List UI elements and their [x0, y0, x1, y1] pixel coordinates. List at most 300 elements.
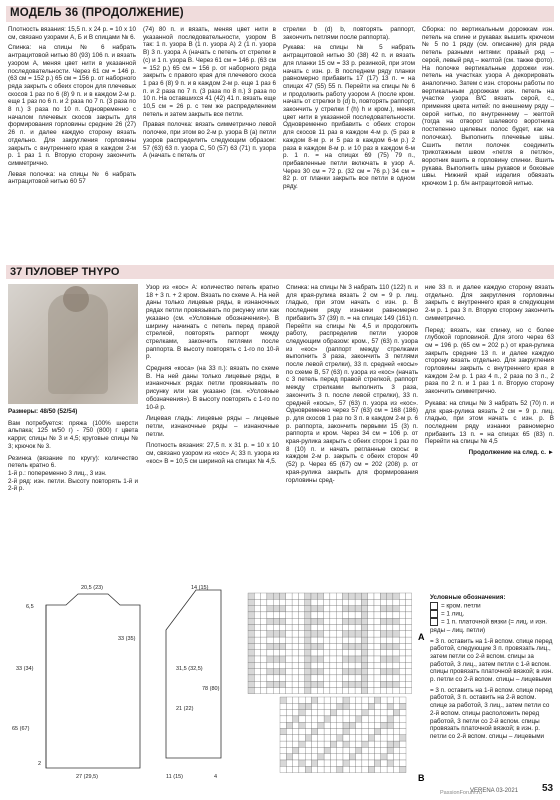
chart-cell — [393, 703, 399, 709]
chart-cell — [349, 760, 355, 766]
chart-cell — [330, 669, 336, 675]
chart-cell — [380, 643, 386, 649]
chart-cell — [311, 631, 317, 637]
chart-cell — [318, 754, 324, 760]
chart-cell — [399, 637, 405, 643]
chart-cell — [349, 729, 355, 735]
chart-cell — [349, 606, 355, 612]
chart-cell — [312, 722, 318, 728]
chart-cell — [299, 735, 305, 741]
chart-cell — [292, 688, 298, 694]
chart-cell — [368, 631, 374, 637]
chart-cell — [368, 722, 374, 728]
chart-cell — [343, 697, 349, 703]
chart-cell — [293, 766, 299, 772]
chart-cell — [387, 747, 393, 753]
chart-cell — [387, 760, 393, 766]
chart-cell — [387, 618, 393, 624]
chart-cell — [349, 593, 355, 599]
chart-cell — [355, 688, 361, 694]
chart-cell — [362, 760, 368, 766]
m37-col-4 — [425, 284, 554, 574]
chart-cell — [261, 625, 267, 631]
page-number: 53 — [542, 783, 554, 794]
chart-cell — [343, 612, 349, 618]
chart-cell — [374, 625, 380, 631]
chart-cell — [356, 766, 362, 772]
chart-cell — [406, 606, 412, 612]
chart-cell — [330, 760, 336, 766]
chart-cell — [324, 643, 330, 649]
chart-cell — [393, 637, 399, 643]
chart-cell — [355, 612, 361, 618]
site-watermark: PassionForum.ru — [440, 790, 482, 796]
chart-cell — [330, 606, 336, 612]
chart-cell — [293, 710, 299, 716]
chart-cell — [361, 650, 367, 656]
chart-cell — [254, 618, 260, 624]
chart-cell — [343, 637, 349, 643]
chart-cell — [368, 741, 374, 747]
chart-cell — [406, 631, 412, 637]
chart-cell — [387, 735, 393, 741]
header-bar — [6, 6, 554, 22]
m37-back-cont: ние 33 п. и далее каждую сторону вязать отдельно. Для закругления горловины закрыть с внутреннего края в следующем 2-м р. 1 раз 3 п. Вторую сторону закончить симметрично. — [425, 284, 554, 322]
chart-cell — [368, 710, 374, 716]
chart-cell — [293, 754, 299, 760]
chart-cell — [324, 612, 330, 618]
chart-cell — [298, 637, 304, 643]
chart-cell — [336, 650, 342, 656]
chart-cell — [273, 650, 279, 656]
chart-cell — [330, 612, 336, 618]
chart-cell — [336, 656, 342, 662]
chart-cell — [406, 681, 412, 687]
chart-cell — [330, 637, 336, 643]
chart-cell — [343, 741, 349, 747]
chart-cell — [393, 631, 399, 637]
chart-cell — [343, 625, 349, 631]
chart-label-b: В — [418, 773, 425, 783]
chart-cell — [286, 593, 292, 599]
chart-cell — [324, 618, 330, 624]
chart-cell — [361, 643, 367, 649]
chart-cell — [286, 656, 292, 662]
chart-cell — [368, 675, 374, 681]
chart-cell — [299, 716, 305, 722]
chart-cell — [362, 697, 368, 703]
chart-cell — [355, 669, 361, 675]
chart-cell — [343, 747, 349, 753]
chart-cell — [387, 593, 393, 599]
chart-cell — [349, 716, 355, 722]
chart-cell — [292, 643, 298, 649]
chart-cell — [298, 662, 304, 668]
chart-cell — [286, 735, 292, 741]
chart-cell — [400, 760, 406, 766]
chart-cell — [286, 675, 292, 681]
chart-cell — [305, 722, 311, 728]
chart-cell — [362, 710, 368, 716]
chart-cell — [399, 643, 405, 649]
chart-cell — [393, 722, 399, 728]
chart-cell — [248, 599, 254, 605]
chart-cell — [261, 618, 267, 624]
chart-cell — [286, 741, 292, 747]
chart-cell — [368, 688, 374, 694]
chart-cell — [305, 703, 311, 709]
dim-h3: 65 (67) — [12, 726, 30, 732]
chart-cell — [375, 760, 381, 766]
chart-cell — [317, 681, 323, 687]
chart-cell — [286, 681, 292, 687]
sleeve-outline — [166, 590, 221, 758]
chart-cell — [387, 741, 393, 747]
chart-cell — [361, 675, 367, 681]
chart-cell — [393, 688, 399, 694]
chart-cell — [380, 593, 386, 599]
chart-cell — [368, 606, 374, 612]
chart-cell — [273, 688, 279, 694]
chart-cell — [399, 631, 405, 637]
chart-cell — [330, 593, 336, 599]
chart-cell — [293, 697, 299, 703]
chart-cell — [375, 754, 381, 760]
chart-cell — [381, 697, 387, 703]
chart-cell — [254, 637, 260, 643]
chart-cell — [292, 681, 298, 687]
m37-density: Плотность вязания: 27,5 п. х 31 р. = 10 х 10 см, связано узором из «кос» А; 33 п. узора из «кос» В = 10,5 см шириной на спицах № 4,5. — [146, 442, 279, 465]
chart-cell — [343, 593, 349, 599]
chart-cell — [380, 656, 386, 662]
chart-cell — [286, 625, 292, 631]
chart-cell — [261, 643, 267, 649]
chart-cell — [293, 760, 299, 766]
chart-cell — [280, 606, 286, 612]
chart-cell — [248, 650, 254, 656]
chart-cell — [374, 599, 380, 605]
chart-cell — [337, 716, 343, 722]
chart-cell — [361, 656, 367, 662]
chart-cell — [305, 625, 311, 631]
chart-cell — [381, 754, 387, 760]
chart-cell — [280, 612, 286, 618]
chart-cell — [406, 662, 412, 668]
chart-cell — [267, 662, 273, 668]
chart-cell — [261, 656, 267, 662]
chart-cell — [324, 754, 330, 760]
chart-cell — [267, 688, 273, 694]
m37-rib-row2: 2-й ряд: изн. петли. Высоту повторять 1-й и 2-й р. — [8, 477, 138, 493]
chart-cell — [261, 675, 267, 681]
chart-cell — [368, 599, 374, 605]
chart-cell — [305, 716, 311, 722]
chart-cell — [312, 703, 318, 709]
chart-cell — [337, 741, 343, 747]
chart-cell — [336, 688, 342, 694]
chart-cell — [286, 669, 292, 675]
chart-cell — [311, 675, 317, 681]
chart-cell — [305, 710, 311, 716]
chart-cell — [305, 618, 311, 624]
chart-cell — [330, 703, 336, 709]
chart-cell — [305, 741, 311, 747]
knit-stitch-icon — [430, 610, 438, 618]
chart-cell — [254, 650, 260, 656]
chart-cell — [261, 662, 267, 668]
chart-cell — [305, 747, 311, 753]
chart-cell — [337, 747, 343, 753]
legend-edge: = кром. петли — [441, 602, 481, 610]
chart-cell — [387, 754, 393, 760]
chart-cell — [361, 662, 367, 668]
chart-cell — [330, 735, 336, 741]
chart-cell — [286, 703, 292, 709]
m37-rib-row1: 1-й р.: попеременно 3 лиц., 3 изн. — [8, 469, 107, 477]
chart-cell — [400, 729, 406, 735]
chart-cell — [324, 656, 330, 662]
chart-cell — [286, 760, 292, 766]
chart-cell — [292, 631, 298, 637]
chart-cell — [337, 766, 343, 772]
chart-cell — [254, 599, 260, 605]
chart-cell — [399, 650, 405, 656]
chart-cell — [349, 631, 355, 637]
chart-cell — [343, 650, 349, 656]
chart-cell — [387, 729, 393, 735]
chart-cell — [374, 637, 380, 643]
chart-cell — [368, 612, 374, 618]
chart-cell — [254, 656, 260, 662]
chart-cell — [286, 716, 292, 722]
chart-cell — [312, 754, 318, 760]
chart-cell — [324, 593, 330, 599]
chart-cell — [349, 650, 355, 656]
chart-cell — [298, 606, 304, 612]
chart-cell — [273, 637, 279, 643]
chart-cell — [374, 662, 380, 668]
chart-cell — [292, 593, 298, 599]
chart-cell — [317, 675, 323, 681]
chart-cell — [375, 722, 381, 728]
chart-cell — [312, 741, 318, 747]
chart-cell — [330, 656, 336, 662]
m36-col-1 — [8, 26, 136, 262]
dim-h4: 2 — [38, 761, 42, 767]
chart-cell — [292, 662, 298, 668]
m37-title: 37 ПУЛОВЕР THYPO — [10, 266, 120, 278]
chart-cell — [305, 735, 311, 741]
chart-cell — [393, 754, 399, 760]
chart-cell — [330, 722, 336, 728]
chart-cell — [293, 747, 299, 753]
chart-cell — [267, 643, 273, 649]
chart-cell — [337, 697, 343, 703]
dim-h1: 33 (35) — [118, 636, 136, 642]
chart-cell — [393, 606, 399, 612]
chart-cell — [362, 766, 368, 772]
chart-cell — [355, 675, 361, 681]
chart-cell — [261, 599, 267, 605]
chart-cell — [305, 766, 311, 772]
m37-col-2 — [146, 284, 279, 574]
chart-cell — [343, 599, 349, 605]
chart-cell — [356, 754, 362, 760]
chart-cell — [286, 722, 292, 728]
chart-cell — [292, 637, 298, 643]
chart-cell — [374, 606, 380, 612]
chart-cell — [349, 688, 355, 694]
chart-cell — [273, 656, 279, 662]
chart-cell — [292, 612, 298, 618]
m36-right-front: Правая полочка: вязать симметрично левой полочке, при этом во 2-м р. узора В (а) петли узоров распределить следующим образом: 57 (63) 63 п. узора С, 50 (57) 63 (71) п. узора А (начать с петель от — [143, 121, 276, 160]
chart-cell — [280, 599, 286, 605]
chart-cell — [273, 631, 279, 637]
chart-cell — [361, 612, 367, 618]
chart-cell — [292, 618, 298, 624]
chart-cell — [374, 681, 380, 687]
chart-cell — [292, 656, 298, 662]
chart-cell — [298, 650, 304, 656]
chart-cell — [343, 669, 349, 675]
chart-cell — [318, 747, 324, 753]
chart-cell — [349, 697, 355, 703]
chart-cell — [393, 741, 399, 747]
chart-cell — [292, 650, 298, 656]
chart-cell — [305, 593, 311, 599]
chart-cell — [343, 703, 349, 709]
chart-cell — [343, 754, 349, 760]
chart-cell — [337, 735, 343, 741]
chart-cell — [317, 606, 323, 612]
chart-cell — [292, 599, 298, 605]
chart-cell — [400, 766, 406, 772]
chart-cell — [305, 631, 311, 637]
chart-cell — [280, 729, 286, 735]
chart-cell — [248, 593, 254, 599]
chart-cell — [298, 618, 304, 624]
chart-cell — [375, 697, 381, 703]
chart-cell — [267, 593, 273, 599]
chart-cell — [399, 606, 405, 612]
chart-cell — [336, 669, 342, 675]
chart-cell — [248, 625, 254, 631]
chart-cell — [298, 656, 304, 662]
chart-cell — [261, 669, 267, 675]
chart-cell — [380, 625, 386, 631]
chart-cell — [248, 675, 254, 681]
chart-cell — [393, 669, 399, 675]
chart-cell — [356, 735, 362, 741]
chart-cell — [355, 593, 361, 599]
chart-cell — [374, 688, 380, 694]
chart-cell — [305, 637, 311, 643]
chart-cell — [387, 669, 393, 675]
chart-cell — [324, 722, 330, 728]
chart-cell — [399, 688, 405, 694]
chart-cell — [286, 637, 292, 643]
chart-cell — [374, 612, 380, 618]
m36-col-3 — [283, 26, 415, 262]
chart-cell — [381, 766, 387, 772]
chart-cell — [298, 643, 304, 649]
chart-cell — [336, 662, 342, 668]
chart-cell — [393, 735, 399, 741]
chart-cell — [349, 599, 355, 605]
legend-cable-right: = 3 п. оставить на 1-й вспом. спице перед работой, следующие 3 п. провязать лиц., затем петли со 2-й вспом. спицы за работой, 3 лиц., затем петли с 1-й вспом. спицы провязать платочной вязкой; в изн. р. петли со 2-й вспом. спицы – лицевыми — [430, 637, 554, 684]
chart-cell — [317, 662, 323, 668]
chart-cell — [311, 618, 317, 624]
chart-cell — [305, 754, 311, 760]
chart-cell — [337, 722, 343, 728]
chart-cell — [324, 766, 330, 772]
chart-cell — [324, 662, 330, 668]
chart-cell — [293, 735, 299, 741]
chart-cell — [248, 612, 254, 618]
chart-cell — [400, 741, 406, 747]
chart-cell — [374, 618, 380, 624]
chart-cell — [393, 662, 399, 668]
chart-cell — [318, 729, 324, 735]
chart-cell — [393, 710, 399, 716]
chart-cell — [280, 650, 286, 656]
chart-cell — [343, 766, 349, 772]
chart-cell — [406, 675, 412, 681]
chart-cell — [286, 643, 292, 649]
chart-cell — [356, 747, 362, 753]
chart-cell — [399, 618, 405, 624]
chart-cell — [280, 675, 286, 681]
chart-cell — [280, 697, 286, 703]
chart-cell — [312, 697, 318, 703]
chart-cell — [375, 735, 381, 741]
chart-cell — [248, 631, 254, 637]
chart-cell — [355, 681, 361, 687]
chart-cell — [356, 703, 362, 709]
chart-cell — [368, 625, 374, 631]
chart-cell — [317, 599, 323, 605]
chart-cell — [280, 716, 286, 722]
m37-pattern-b: Средняя «коса» (на 33 п.): вязать по схеме В. На ней даны только лицевые ряды, в изнаночных рядах петли провязывать по рисунку или как указано (см. «Условные обозначения»). В высоту повторять с 1-го по 10-й р. — [146, 365, 279, 411]
chart-cell — [312, 760, 318, 766]
chart-cell — [336, 643, 342, 649]
chart-cell — [343, 722, 349, 728]
chart-cell — [317, 637, 323, 643]
m37-yarn: Вам потребуется: пряжа (100% шерсти альпака; 125 м/50 г) - 750 (800) г цвета карри; спицы № 3 и 4,5; круговые спицы № 3; крючок № 3. — [8, 419, 138, 450]
chart-cell — [400, 710, 406, 716]
chart-cell — [374, 593, 380, 599]
chart-cell — [387, 716, 393, 722]
m37-col-3 — [286, 284, 418, 574]
chart-cell — [356, 710, 362, 716]
chart-cell — [273, 669, 279, 675]
chart-cell — [324, 735, 330, 741]
chart-cell — [248, 656, 254, 662]
chart-cell — [286, 631, 292, 637]
chart-cell — [400, 754, 406, 760]
m36-col-4 — [422, 26, 554, 262]
chart-cell — [293, 741, 299, 747]
chart-cell — [317, 612, 323, 618]
chart-cell — [336, 606, 342, 612]
chart-cell — [361, 606, 367, 612]
chart-cell — [292, 606, 298, 612]
chart-cell — [356, 741, 362, 747]
chart-cell — [280, 643, 286, 649]
chart-cell — [393, 650, 399, 656]
chart-cell — [349, 722, 355, 728]
legend-garter: = 1 п. платочной вязки (= лиц. и изн. ряды – лиц. петли) — [430, 619, 548, 634]
